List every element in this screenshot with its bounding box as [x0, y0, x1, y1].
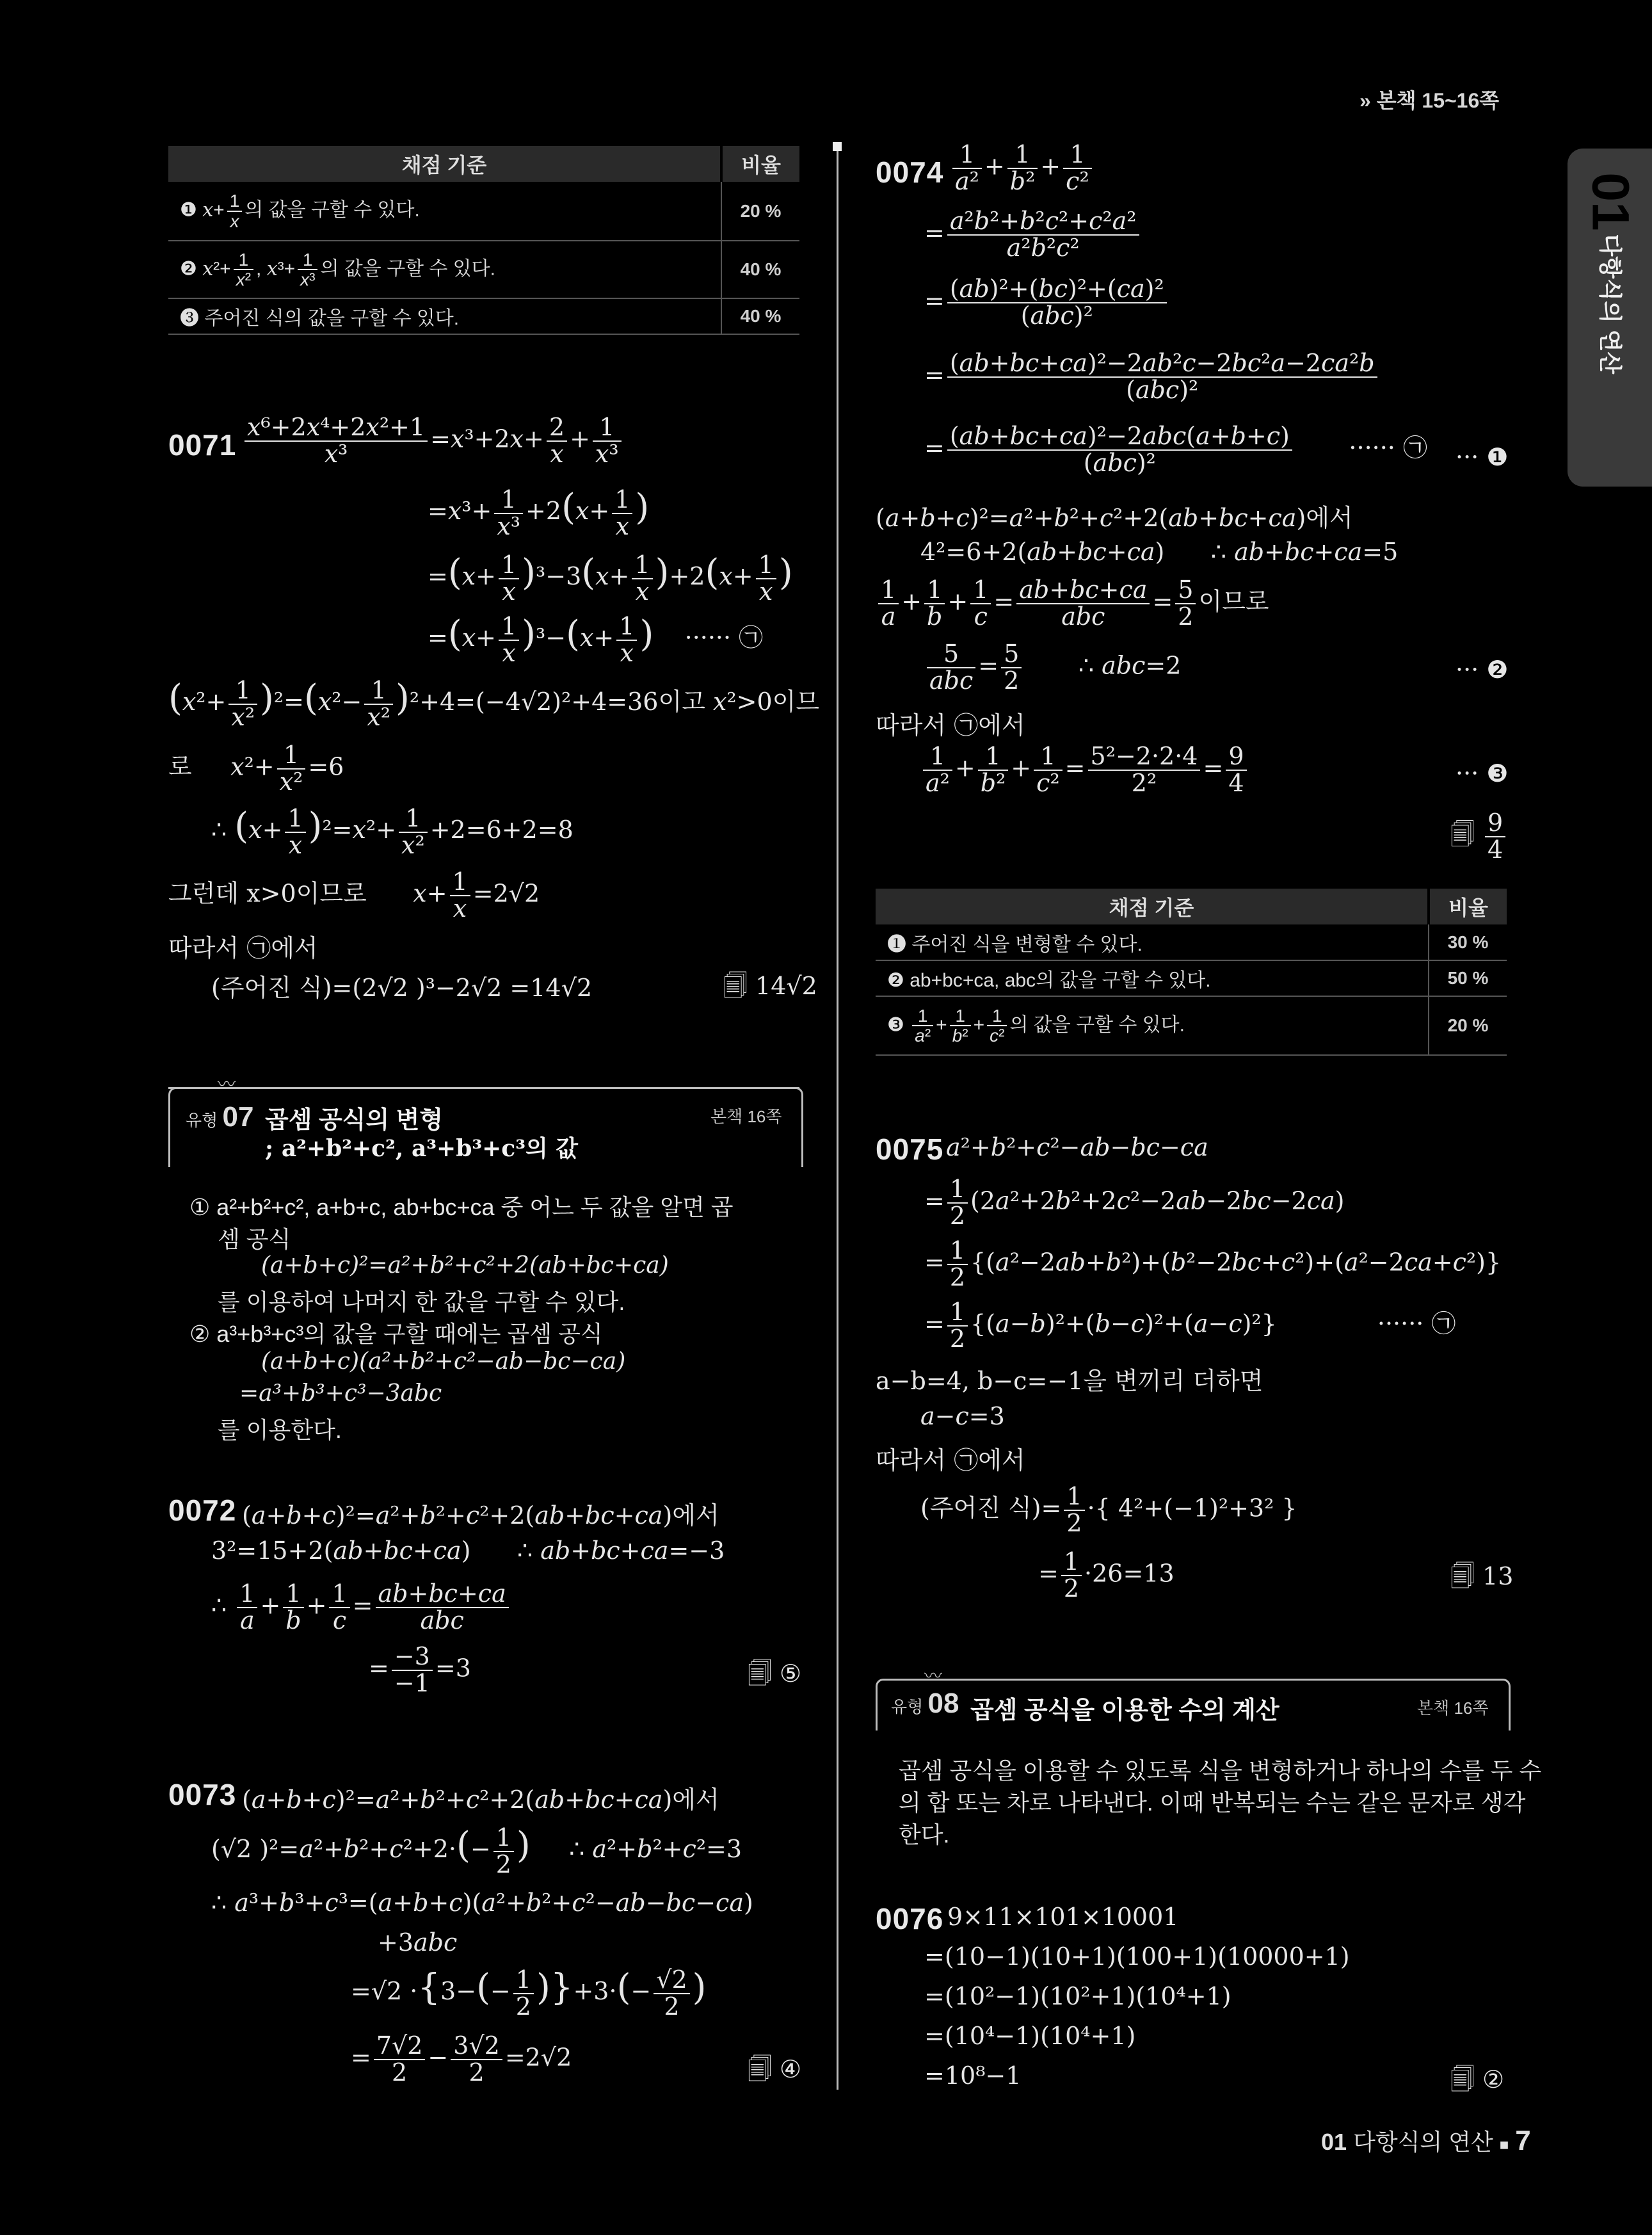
problem-0073: 0073	[168, 1778, 237, 1811]
type07-line-7: =a³+b³+c³−3abc	[239, 1380, 442, 1407]
p76-line-4: =(10⁴−1)(10⁴+1)	[924, 2022, 1136, 2050]
table2-ratio-head: 비율	[1429, 889, 1507, 924]
p71-line-10: (주어진 식)=(2√2 )³−2√2 =14√2	[211, 974, 593, 1002]
type08-line-1: 곱셈 공식을 이용할 수 있도록 식을 변형하거나 하나의 수를 두 수	[899, 1757, 1542, 1784]
p71-line-2: =x³+ $\frac{1}{\text{x³}}$ +2(x+ $\frac{1}{x}$ )	[428, 485, 650, 540]
p75-line-9: = $\frac{1}{2}$ ·26=13	[1038, 1547, 1175, 1602]
answer-0076: 🗐 ②	[1450, 2065, 1505, 2094]
type08-title: 곱셈 공식을 이용한 수의 계산	[970, 1697, 1279, 1724]
problem-0074: 0074	[876, 156, 944, 189]
p74-line-1: $\frac{1}{\text{a²}}$ + $\frac{1}{\text{b²}}$ + $\frac{1}{\text{c²}}$	[950, 142, 1095, 195]
p72-line-4: = $\frac{-3}{-1}$ =3	[369, 1642, 471, 1697]
type07-subtitle: ; a²+b²+c², a³+b³+c³의 값	[265, 1135, 579, 1162]
p73-line-2: (√2 )²=a²+b²+c²+2·(− $\frac{1}{2}$ ) ∴ a²+b²+c²=3	[211, 1823, 742, 1878]
table2-row-3: ❸ $\frac{1}{\text{a²}}$ + $\frac{1}{\text{b²}}$ + $\frac{1}{\text{c²}}$ 의 값을 구할 수 있다.	[876, 996, 1429, 1055]
page-reference: » 본책 15~16쪽	[1359, 89, 1500, 112]
type08-line-2: 의 합 또는 차로 나타낸다. 이때 반복되는 수는 같은 문자로 생각	[899, 1789, 1526, 1816]
table2-ratio-1: 30 %	[1429, 924, 1507, 960]
p74-line-3: = $\frac{\text{(ab)²+(bc)²+(ca)²}}{\text{(abc)²}}$	[924, 277, 1169, 329]
p72-line-2: 3²=15+2(ab+bc+ca) ∴ ab+bc+ca=−3	[211, 1537, 725, 1565]
p71-line-7: ∴ (x+ $\frac{1}{x}$ )²=x²+ $\frac{1}{\text{x²}}$ +2=6+2=8	[211, 803, 573, 859]
type07-label: 유형 07	[186, 1101, 254, 1133]
p71-line-3: =(x+ $\frac{1}{x}$ )³−3(x+ $\frac{1}{x}$ )+2(x+ $\frac{1}{x}$ )	[428, 550, 793, 606]
p74-line-9: $\frac{5}{\text{abc}}$ = $\frac{5}{2}$ ∴ abc=2	[924, 641, 1181, 694]
p73-line-6: = $\frac{7√2}{2}$ − $\frac{3√2}{2}$ =2√2	[351, 2031, 572, 2086]
type08-line-3: 한다.	[899, 1821, 950, 1848]
table1-ratio-2: 40 %	[721, 241, 799, 298]
p71-line-8: 그런데 x>0이므로 x+ $\frac{1}{x}$ =2√2	[168, 867, 540, 923]
table1-row-2: ❷ x²+ $\frac{1}{\text{x²}}$ , x³+ $\frac{1}{\text{x³}}$ 의 값을 구할 수 있다.	[168, 241, 721, 298]
type07-line-5: ② a³+b³+c³의 값을 구할 때에는 곱셈 공식	[189, 1321, 603, 1347]
p75-line-3: = $\frac{1}{2}$ {(a²−2ab+b²)+(b²−2bc+c²)+(a²−2ca+c²)}	[924, 1236, 1502, 1291]
footer: 01 다항식의 연산 ■ 7	[1321, 2125, 1531, 2156]
type07-line-3: (a+b+c)²=a²+b²+c²+2(ab+bc+ca)	[261, 1252, 669, 1279]
type07-line-4: 를 이용하여 나머지 한 값을 구할 수 있다.	[218, 1289, 625, 1315]
p75-line-4: = $\frac{1}{2}$ {(a−b)²+(b−c)²+(a−c)²} ······ ㉠	[924, 1298, 1456, 1353]
answer-0075: 🗐 13	[1450, 1562, 1514, 1590]
table1-row-3: ❸ 주어진 식의 값을 구할 수 있다.	[168, 298, 721, 334]
table1-ratio-3: 40 %	[721, 298, 799, 334]
p75-line-2: = $\frac{1}{2}$ (2a²+2b²+2c²−2ab−2bc−2ca)	[924, 1175, 1345, 1230]
p73-line-1: (a+b+c)²=a²+b²+c²+2(ab+bc+ca)에서	[242, 1786, 719, 1814]
p71-line-1: $\frac{\text{x⁶+2x⁴+2x²+1}}{\text{x³}}$ =x³+2x+ $\frac{2}{x}$ + $\frac{1}{\text{x³}}$	[242, 415, 624, 467]
p73-line-5: =√2 ·{3−(− $\frac{1}{2}$ )}+3·(− $\frac{√2}{2}$ )	[351, 1965, 707, 2021]
p75-line-1: a²+b²+c²−ab−bc−ca	[946, 1133, 1208, 1161]
problem-0076: 0076	[876, 1902, 944, 1935]
type08-zigzag: 〰	[924, 1665, 943, 1686]
table2-row-1: ❶ 주어진 식을 변형할 수 있다.	[876, 924, 1429, 960]
p76-line-1: 9×11×101×10001	[947, 1903, 1179, 1931]
p74-mark-3: ··· ❸	[1456, 759, 1509, 787]
p72-line-1: (a+b+c)²=a²+b²+c²+2(ab+bc+ca)에서	[242, 1501, 719, 1529]
p71-line-9: 따라서 ㉠에서	[168, 934, 318, 962]
p74-line-2: = $\frac{\text{a²b²+b²c²+c²a²}}{\text{a²b²c²}}$	[924, 209, 1142, 261]
p74-line-4: = $\frac{\text{(ab+bc+ca)²−2ab²c−2bc²a−2ca²b}}{\text{(abc)²}}$	[924, 351, 1380, 403]
scoring-table-1	[168, 146, 799, 335]
chapter-tab-title: 다항식의 연산	[1597, 234, 1624, 375]
p72-line-3: ∴ $\frac{1}{a}$ + $\frac{1}{b}$ + $\frac{1}{c}$ = $\frac{ab+bc+ca}{\text{abc}}$	[211, 1581, 511, 1634]
p74-line-10: 따라서 ㉠에서	[876, 711, 1025, 739]
table1-row-1: ❶ x+ $\frac{1}{x}$ 의 값을 구할 수 있다.	[168, 182, 721, 241]
p76-line-5: =10⁸−1	[924, 2062, 1022, 2090]
answer-0073: 🗐 ④	[748, 2055, 802, 2083]
p71-line-6: 로 x²+ $\frac{1}{\text{x²}}$ =6	[168, 741, 344, 796]
p73-line-3: ∴ a³+b³+c³=(a+b+c)(a²+b²+c²−ab−bc−ca)	[211, 1889, 753, 1917]
type08-label: 유형 08	[891, 1688, 959, 1719]
p74-line-11: $\frac{1}{\text{a²}}$ + $\frac{1}{\text{b²}}$ + $\frac{1}{\text{c²}}$ = $\frac{\text{5²−2·2·4}}{\text{2²}}$ = $\frac{9}{4}$	[920, 744, 1249, 796]
p74-line-7: 4²=6+2(ab+bc+ca) ∴ ab+bc+ca=5	[920, 538, 1399, 566]
p74-line-8: $\frac{1}{a}$ + $\frac{1}{b}$ + $\frac{1}{c}$ = $\frac{ab+bc+ca}{\text{abc}}$ = $\frac{5}{2}$ 이므로	[876, 577, 1269, 630]
type07-line-1: ① a²+b²+c², a+b+c, ab+bc+ca 중 어느 두 값을 알면 곱	[189, 1194, 734, 1220]
type07-line-8: 를 이용한다.	[218, 1417, 342, 1443]
type07-zigzag: 〰	[218, 1074, 236, 1095]
p71-line-5: (x²+ $\frac{1}{\text{x²}}$ )²=(x²− $\frac{1}{\text{x²}}$ )²+4=(−4√2)²+4=36이고 x²>0이므	[168, 675, 820, 731]
table2-row-2: ❷ ab+bc+ca, abc의 값을 구할 수 있다.	[876, 960, 1429, 996]
p75-line-6: a−c=3	[920, 1402, 1005, 1430]
type07-ref: 본책 16쪽	[710, 1107, 782, 1126]
p74-mark-2: ··· ❷	[1456, 656, 1509, 684]
page-number: 7	[1515, 2125, 1531, 2156]
table1-ratio-1: 20 %	[721, 182, 799, 241]
p76-line-3: =(10²−1)(10²+1)(10⁴+1)	[924, 1982, 1231, 2010]
p75-line-5: a−b=4, b−c=−1을 변끼리 더하면	[876, 1367, 1263, 1395]
type07-line-2: 셈 공식	[218, 1226, 291, 1252]
scoring-table-2	[876, 889, 1507, 1056]
table1-ratio-head: 비율	[721, 146, 799, 182]
table1-head: 채점 기준	[168, 146, 721, 182]
chapter-tab-number: 01	[1581, 172, 1640, 231]
problem-0075: 0075	[876, 1133, 944, 1166]
answer-0072: 🗐 ⑤	[748, 1659, 802, 1688]
table2-ratio-2: 50 %	[1429, 960, 1507, 996]
answer-0074: 🗐 $\frac{9}{4}$	[1450, 811, 1508, 863]
column-divider	[837, 142, 838, 2090]
table2-head: 채점 기준	[876, 889, 1429, 924]
p74-line-5: = $\frac{\text{(ab+bc+ca)²−2abc(a+b+c)}}{\text{(abc)²}}$ ······ ㉠	[924, 422, 1427, 477]
divider-dot	[833, 142, 842, 151]
p74-mark-1: ··· ❶	[1456, 443, 1509, 471]
p75-line-8: (주어진 식)= $\frac{1}{2}$ ·{ 4²+(−1)²+3² }	[920, 1482, 1297, 1537]
p76-line-2: =(10−1)(10+1)(100+1)(10000+1)	[924, 1942, 1350, 1971]
problem-0072: 0072	[168, 1494, 237, 1527]
answer-0071: 🗐 14√2	[723, 972, 817, 1000]
p73-line-4: +3abc	[378, 1928, 458, 1957]
p75-line-7: 따라서 ㉠에서	[876, 1446, 1025, 1474]
p74-line-6: (a+b+c)²=a²+b²+c²+2(ab+bc+ca)에서	[876, 504, 1353, 532]
type07-line-6: (a+b+c)(a²+b²+c²−ab−bc−ca)	[261, 1348, 626, 1375]
table2-ratio-3: 20 %	[1429, 996, 1507, 1055]
p71-line-4: =(x+ $\frac{1}{x}$ )³−(x+ $\frac{1}{x}$ ) ······ ㉠	[428, 611, 764, 667]
type07-title: 곱셈 공식의 변형	[265, 1107, 444, 1134]
type08-ref: 본책 16쪽	[1417, 1698, 1489, 1718]
problem-0071: 0071	[168, 428, 237, 462]
